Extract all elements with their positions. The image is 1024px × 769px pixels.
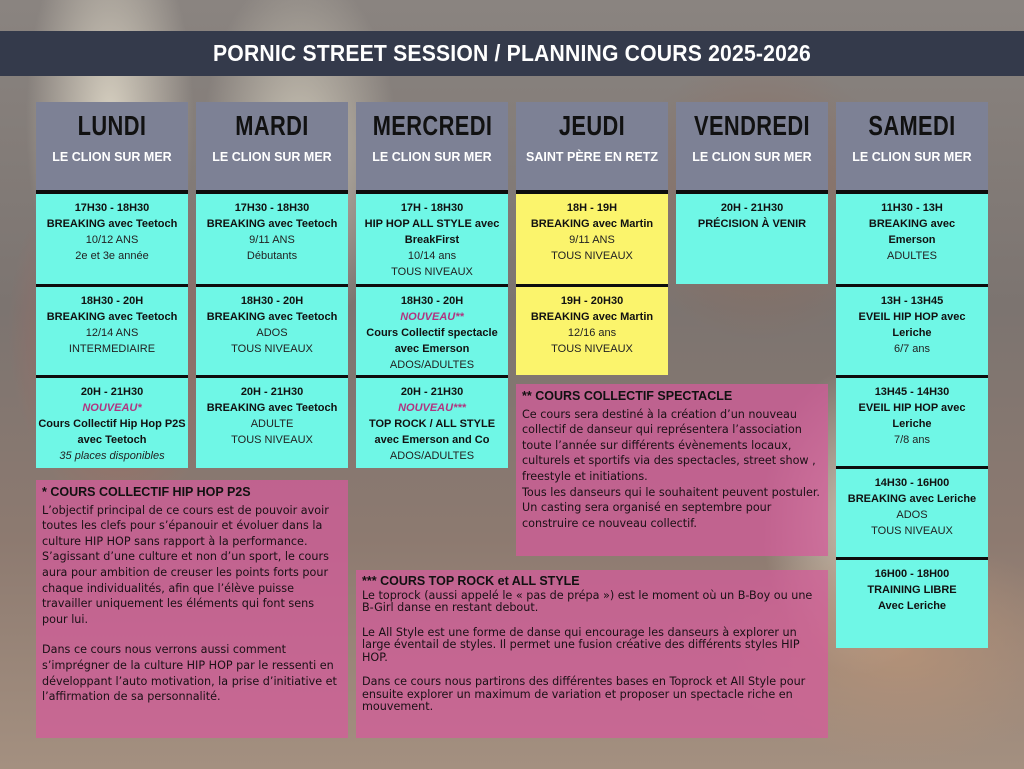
slot-detail: TOUS NIVEAUX: [551, 250, 633, 262]
note-paragraph: Dans ce cours nous verrons aussi comment s’imprégner de la culture HIP HOP par le ressenti en développant l’auto motivation, la prise d’initiative et l’affirmation de sa personnalité.: [42, 643, 337, 704]
slot-class: PRÉCISION À VENIR: [697, 218, 807, 230]
day-column-lundi: [36, 102, 188, 468]
slot-class: Cours Collectif Hip Hop P2S avec Teetoch: [38, 418, 186, 446]
day-column-samedi: [836, 102, 988, 648]
slot-time: 17H30 - 18H30: [74, 202, 150, 214]
note-toprock: [356, 570, 828, 738]
note-p2s: [36, 480, 348, 738]
slot-time: 20H - 21H30: [240, 386, 304, 398]
nouveau-badge: NOUVEAU*: [82, 402, 142, 414]
note-title: * COURS COLLECTIF HIP HOP P2S: [42, 485, 251, 499]
slot-time: 20H - 21H30: [720, 202, 784, 214]
slot-detail: ADOS/ADULTES: [389, 359, 475, 371]
day-name: SAMEDI: [868, 110, 956, 141]
slot-time: 18H - 19H: [566, 202, 618, 214]
slot-time: 17H30 - 18H30: [234, 202, 310, 214]
slot-time: 16H00 - 18H00: [874, 568, 950, 580]
day-name: LUNDI: [77, 110, 147, 141]
day-name: JEUDI: [558, 110, 626, 141]
slot-detail: ADOS: [256, 327, 288, 339]
slot-detail: 7/8 ans: [893, 434, 931, 446]
slot-time: 14H30 - 16H00: [874, 477, 950, 489]
slot-detail: 12/16 ans: [567, 327, 617, 339]
slot-class: HIP HOP ALL STYLE avec BreakFirst: [364, 218, 500, 246]
slot-time: 18H30 - 20H: [240, 295, 304, 307]
slot-time: 19H - 20H30: [560, 295, 624, 307]
class-slot: [356, 194, 508, 287]
day-column-mardi: [196, 102, 348, 468]
note-paragraph: Le toprock (aussi appelé le « pas de prépa ») est le moment où un B-Boy ou une B-Girl danse en restant debout.: [362, 588, 813, 614]
class-slot: [356, 287, 508, 378]
day-place: LE CLION SUR MER: [852, 150, 972, 164]
slot-time: 18H30 - 20H: [400, 295, 464, 307]
slot-detail: ADULTES: [887, 250, 937, 262]
slot-detail: Débutants: [246, 250, 298, 262]
note-spectacle: [516, 384, 828, 556]
note-paragraph: Dans ce cours nous partirons des différentes bases en Toprock et All Style pour ensuite explorer un maximum de variation et proposer un spectacle riche en mouvement.: [362, 675, 806, 713]
slot-detail: 2e et 3e année: [75, 250, 149, 262]
note-paragraph: Le All Style est une forme de danse qui encourage les danseurs à explorer un large éventail de styles. Il permet une fusion créative des différents styles HIP HOP.: [362, 625, 800, 664]
day-place: LE CLION SUR MER: [692, 150, 812, 164]
slot-time: 18H30 - 20H: [80, 295, 144, 307]
slot-class: BREAKING avec Martin: [530, 218, 654, 230]
class-slot: [196, 194, 348, 287]
slot-time: 20H - 21H30: [80, 386, 144, 398]
slot-time: 13H45 - 14H30: [874, 386, 950, 398]
note-paragraph: Tous les danseurs qui le souhaitent peuvent postuler. Un casting sera organisé en septembre pour construire ce nouveau collectif.: [522, 485, 820, 530]
slot-detail: TOUS NIVEAUX: [871, 525, 953, 537]
slot-detail: TOUS NIVEAUX: [551, 343, 633, 355]
day-place: LE CLION SUR MER: [212, 150, 332, 164]
slot-detail: 10/14 ans: [407, 250, 457, 262]
slot-detail: 10/12 ANS: [85, 234, 139, 246]
slot-class: TOP ROCK / ALL STYLE avec Emerson and Co: [368, 418, 496, 446]
day-column-jeudi: [516, 102, 668, 375]
class-slot: [36, 378, 188, 468]
slot-detail: TOUS NIVEAUX: [231, 434, 313, 446]
slot-class: EVEIL HIP HOP avec Leriche: [858, 402, 966, 430]
day-header: [356, 102, 508, 194]
slot-time: 11H30 - 13H: [881, 202, 943, 214]
slot-detail: 12/14 ANS: [85, 327, 139, 339]
slot-time: 17H - 18H30: [400, 202, 464, 214]
slot-detail: 9/11 ANS: [569, 234, 615, 246]
page-title-bar: [0, 31, 1024, 76]
day-name: MERCREDI: [372, 110, 493, 141]
day-header: [516, 102, 668, 194]
class-slot: [836, 469, 988, 560]
slot-time: 13H - 13H45: [880, 295, 944, 307]
slot-detail: 6/7 ans: [893, 343, 931, 355]
nouveau-badge: NOUVEAU**: [400, 311, 464, 323]
class-slot: [36, 194, 188, 287]
day-place: LE CLION SUR MER: [52, 150, 172, 164]
class-slot: [836, 378, 988, 469]
slot-class: BREAKING avec Martin: [530, 311, 654, 323]
slot-class-teacher: Avec Leriche: [877, 600, 947, 612]
day-header: [676, 102, 828, 194]
slot-class: BREAKING avec Teetoch: [46, 311, 178, 323]
slot-detail: ADOS: [896, 509, 928, 521]
day-header: [836, 102, 988, 194]
slot-class: BREAKING avec Teetoch: [206, 311, 338, 323]
day-column-mercredi: [356, 102, 508, 468]
slot-detail: 9/11 ANS: [249, 234, 295, 246]
page-title: PORNIC STREET SESSION / PLANNING COURS 2025-2026: [213, 40, 811, 66]
class-slot: [356, 378, 508, 468]
nouveau-badge: NOUVEAU***: [398, 402, 466, 414]
slot-class: BREAKING avec Teetoch: [206, 218, 338, 230]
day-name: MARDI: [235, 110, 309, 141]
slot-class: BREAKING avec Teetoch: [46, 218, 178, 230]
class-slot: [516, 194, 668, 287]
class-slot: [196, 287, 348, 378]
class-slot: [676, 194, 828, 284]
slot-places: 35 places disponibles: [59, 450, 165, 462]
slot-class: BREAKING avec Teetoch: [206, 402, 338, 414]
slot-detail: ADOS/ADULTES: [389, 450, 475, 462]
slot-class: BREAKING avec Leriche: [847, 493, 977, 505]
slot-class: Cours Collectif spectacle avec Emerson: [366, 327, 498, 355]
class-slot: [516, 287, 668, 375]
slot-detail: TOUS NIVEAUX: [231, 343, 313, 355]
note-title: ** COURS COLLECTIF SPECTACLE: [522, 389, 733, 403]
day-place: LE CLION SUR MER: [372, 150, 492, 164]
note-paragraph: Ce cours sera destiné à la création d’un nouveau collectif de danseur qui représentera l’association toute l’année sur différents évènements locaux, culturels et sportifs via des spectacles, street show , freestyle et initiations.: [522, 407, 816, 483]
slot-class: EVEIL HIP HOP avec Leriche: [858, 311, 966, 339]
class-slot: [836, 560, 988, 648]
slot-detail: ADULTE: [250, 418, 294, 430]
day-place: SAINT PÈRE EN RETZ: [526, 150, 658, 164]
class-slot: [196, 378, 348, 468]
day-name: VENDREDI: [693, 110, 810, 141]
slot-detail: TOUS NIVEAUX: [391, 266, 473, 278]
class-slot: [836, 287, 988, 378]
day-header: [36, 102, 188, 194]
class-slot: [836, 194, 988, 287]
class-slot: [36, 287, 188, 378]
note-title: *** COURS TOP ROCK et ALL STYLE: [362, 574, 580, 588]
day-header: [196, 102, 348, 194]
note-paragraph: L’objectif principal de ce cours est de pouvoir avoir toutes les clefs pour s’épanouir et évoluer dans la culture HIP HOP sans rapport à la performance. S’agissant d’une culture et non d’un sport, le cours aura pour ambition de creuser les points forts pour chaque individualités, afin que l’élève puisse travailler uniquement les éléments qui font sens pour lui.: [42, 503, 329, 626]
slot-class: BREAKING avec Emerson: [868, 218, 956, 246]
day-column-vendredi: [676, 102, 828, 284]
slot-detail: INTERMEDIAIRE: [68, 343, 156, 355]
slot-class: TRAINING LIBRE: [867, 584, 957, 596]
slot-time: 20H - 21H30: [400, 386, 464, 398]
